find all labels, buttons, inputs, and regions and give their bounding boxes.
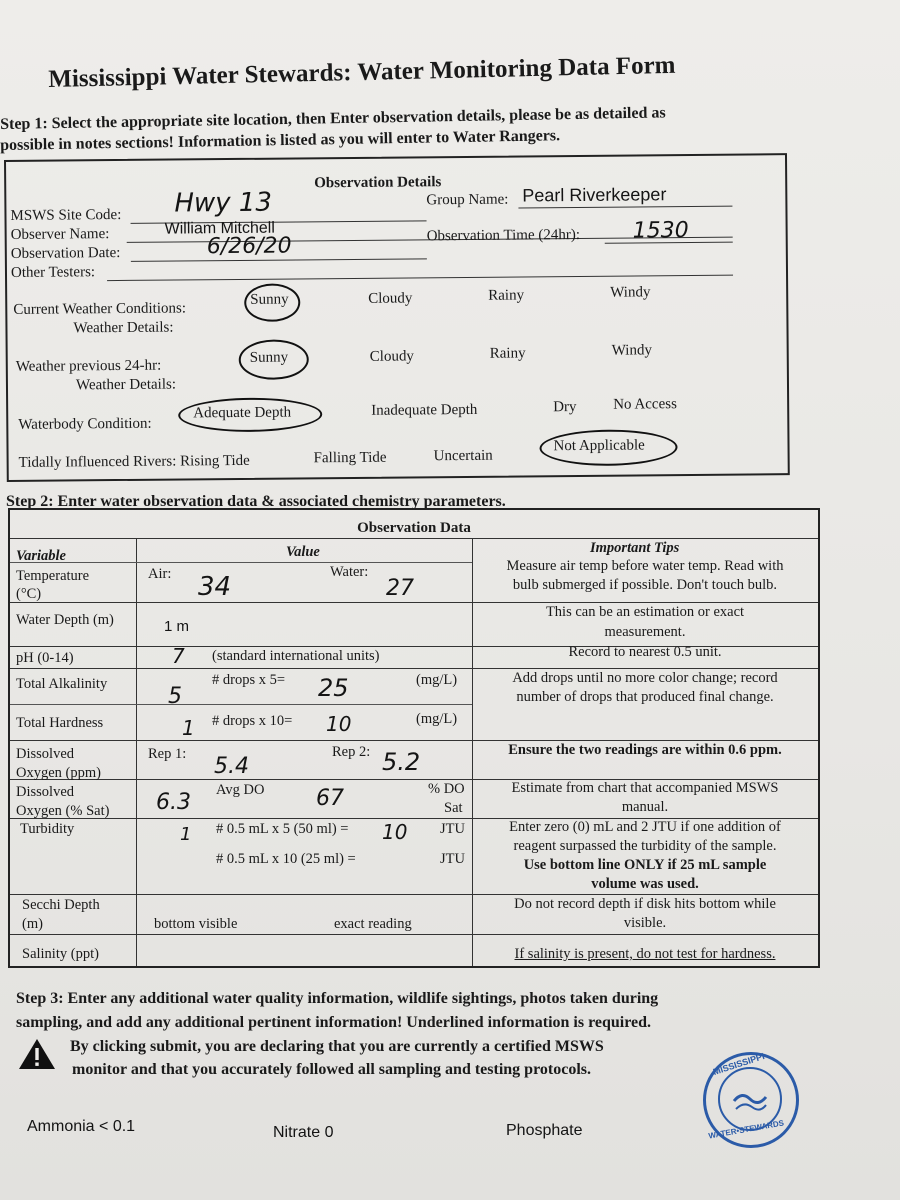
previous-weather-sunny[interactable]: Sunny	[249, 349, 289, 366]
water-depth-label: Water Depth (m)	[16, 612, 114, 628]
step2-heading: Step 2: Enter water observation data & associated chemistry parameters.	[6, 493, 506, 510]
previous-weather-label: Weather previous 24-hr:	[15, 357, 162, 375]
alkalinity-units: (mg/L)	[416, 672, 458, 688]
do-tip: Ensure the two readings are within 0.6 ppm.	[508, 742, 782, 758]
turbidity-drops[interactable]: 1	[180, 824, 192, 845]
observer-label: Observer Name:	[10, 226, 110, 243]
current-weather-cloudy[interactable]: Cloudy	[368, 290, 413, 307]
turbidity-tip-2: reagent surpassed the turbidity of the sample.	[513, 838, 777, 854]
current-weather-details-label: Weather Details:	[73, 319, 174, 337]
turbidity-tip-1: Enter zero (0) mL and 2 JTU if one addition of	[509, 819, 781, 835]
do-label-2: Oxygen (ppm)	[16, 765, 101, 781]
tidal-label: Tidally Influenced Rivers: Rising Tide	[18, 452, 250, 471]
alkalinity-tip-1: Add drops until no more color change; record	[512, 670, 778, 686]
observation-details-box	[4, 153, 790, 482]
secchi-tip-1: Do not record depth if disk hits bottom while	[514, 896, 776, 912]
msws-seal-logo	[703, 1052, 799, 1148]
col-value: Value	[286, 544, 320, 560]
turbidity-jtu-1: JTU	[440, 821, 465, 837]
step3-line1: Step 3: Enter any additional water quality information, wildlife sightings, photos taken during	[16, 990, 659, 1007]
salinity-label: Salinity (ppt)	[22, 946, 99, 962]
site-code-label: MSWS Site Code:	[10, 206, 122, 224]
current-weather-label: Current Weather Conditions:	[13, 300, 187, 318]
tidal-falling-tide[interactable]: Falling Tide	[313, 449, 387, 467]
site-code-value[interactable]: Hwy 13	[174, 187, 273, 219]
tidal-uncertain[interactable]: Uncertain	[433, 447, 493, 465]
current-weather-windy[interactable]: Windy	[610, 284, 651, 301]
alkalinity-value[interactable]: 25	[318, 674, 349, 702]
temperature-tip-1: Measure air temp before water temp. Read with	[506, 558, 784, 574]
dosat-tip-1: Estimate from chart that accompanied MSWS	[511, 780, 779, 796]
ph-units: (standard international units)	[212, 648, 380, 664]
avg-do-label: Avg DO	[216, 782, 265, 798]
current-weather-sunny[interactable]: Sunny	[250, 291, 289, 308]
step3-line2: sampling, and add any additional pertinent information! Underlined information is required.	[16, 1014, 652, 1031]
waterbody-dry[interactable]: Dry	[553, 399, 577, 416]
date-label: Observation Date:	[10, 244, 121, 262]
dosat-units-2: Sat	[444, 800, 463, 816]
air-label: Air:	[148, 566, 172, 582]
dosat-label-2: Oxygen (% Sat)	[16, 803, 110, 819]
alkalinity-formula: # drops x 5=	[212, 672, 286, 688]
temperature-tip-2: bulb submerged if possible. Don't touch bulb.	[512, 577, 778, 593]
alkalinity-tip-2: number of drops that produced final change.	[516, 689, 774, 705]
tidal-not-applicable[interactable]: Not Applicable	[553, 437, 645, 455]
observation-details-heading: Observation Details	[314, 174, 442, 192]
temperature-label: Temperature	[16, 568, 90, 584]
group-name-label: Group Name:	[426, 191, 509, 209]
do-label-1: Dissolved	[16, 746, 74, 762]
time-value[interactable]: 1530	[632, 218, 689, 244]
waterbody-no-access[interactable]: No Access	[613, 396, 677, 413]
secchi-label-2: (m)	[22, 916, 43, 932]
observation-data-table	[8, 508, 820, 968]
turbidity-formula-2: # 0.5 mL x 10 (25 ml) =	[216, 851, 356, 867]
turbidity-value[interactable]: 10	[382, 820, 408, 844]
seal-text-bottom: WATER•STEWARDS	[707, 1118, 785, 1141]
phosphate-label[interactable]: Phosphate	[506, 1122, 583, 1139]
previous-weather-windy[interactable]: Windy	[611, 342, 652, 359]
col-variable: Variable	[16, 548, 66, 564]
waterbody-adequate-depth[interactable]: Adequate Depth	[193, 404, 292, 422]
hardness-value[interactable]: 10	[326, 712, 352, 736]
other-testers-label: Other Testers:	[10, 264, 96, 281]
current-weather-rainy[interactable]: Rainy	[488, 287, 525, 304]
water-depth-value[interactable]: 1 m	[164, 618, 190, 635]
secchi-label-1: Secchi Depth	[22, 897, 100, 913]
water-value[interactable]: 27	[386, 576, 414, 601]
previous-weather-rainy[interactable]: Rainy	[489, 345, 526, 362]
water-depth-tip-2: measurement.	[604, 624, 686, 640]
time-label: Observation Time (24hr):	[426, 226, 581, 245]
previous-weather-details-label: Weather Details:	[75, 376, 177, 394]
water-depth-tip-1: This can be an estimation or exact	[545, 604, 745, 620]
hardness-drops[interactable]: 1	[182, 716, 195, 740]
waterbody-label: Waterbody Condition:	[18, 415, 152, 433]
hardness-label: Total Hardness	[16, 715, 104, 731]
dosat-tip-2: manual.	[621, 799, 669, 815]
temperature-unit: (°C)	[16, 586, 42, 602]
group-name-value[interactable]: Pearl Riverkeeper	[522, 184, 667, 206]
waterbody-inadequate-depth[interactable]: Inadequate Depth	[371, 401, 478, 419]
rep1-value[interactable]: 5.4	[214, 754, 249, 779]
salinity-tip: If salinity is present, do not test for hardness.	[514, 946, 776, 962]
rep2-label: Rep 2:	[332, 744, 371, 760]
turbidity-label: Turbidity	[20, 821, 75, 837]
declaration-line2: monitor and that you accurately followed all sampling and testing protocols.	[72, 1061, 591, 1078]
seal-text-top: MISSISSIPPI	[711, 1050, 766, 1078]
step1-line1: Step 1: Select the appropriate site location, then Enter observation details, please be as detailed as	[0, 104, 666, 133]
declaration-line1: By clicking submit, you are declaring that you are currently a certified MSWS	[70, 1038, 604, 1055]
observation-data-heading: Observation Data	[357, 520, 471, 536]
air-value[interactable]: 34	[198, 572, 232, 602]
turbidity-tip-3: Use bottom line ONLY if 25 mL sample	[523, 857, 767, 873]
secchi-tip-2: visible.	[623, 915, 667, 931]
turbidity-formula-1: # 0.5 mL x 5 (50 ml) =	[216, 821, 349, 837]
hardness-units: (mg/L)	[416, 711, 458, 727]
form-title: Mississippi Water Stewards: Water Monitoring Data Form	[48, 51, 676, 93]
exact-reading[interactable]: exact reading	[334, 916, 412, 932]
previous-weather-cloudy[interactable]: Cloudy	[369, 348, 414, 365]
avg-do-value[interactable]: 6.3	[156, 790, 191, 815]
ph-label: pH (0-14)	[16, 650, 74, 666]
date-value[interactable]: 6/26/20	[206, 233, 292, 260]
nitrate-value[interactable]: Nitrate 0	[273, 1124, 334, 1141]
step1-line2: possible in notes sections! Information is listed as you will enter to Water Rangers.	[0, 127, 561, 154]
rep1-label: Rep 1:	[148, 746, 187, 762]
alkalinity-drops[interactable]: 5	[168, 684, 182, 709]
water-label: Water:	[330, 564, 369, 580]
ph-value[interactable]: 7	[172, 644, 185, 668]
turbidity-jtu-2: JTU	[440, 851, 465, 867]
ammonia-value[interactable]: Ammonia < 0.1	[27, 1118, 136, 1135]
dosat-units-1: % DO	[428, 781, 465, 797]
ph-tip: Record to nearest 0.5 unit.	[568, 644, 722, 660]
warning-icon	[17, 1037, 57, 1076]
rep2-value[interactable]: 5.2	[382, 748, 421, 776]
dosat-value[interactable]: 67	[316, 786, 344, 811]
hardness-formula: # drops x 10=	[212, 713, 293, 729]
alkalinity-label: Total Alkalinity	[16, 676, 108, 692]
bottom-visible[interactable]: bottom visible	[154, 916, 238, 932]
dosat-label-1: Dissolved	[16, 784, 74, 800]
turbidity-tip-4: volume was used.	[591, 876, 699, 892]
observer-value[interactable]: William Mitchell	[164, 219, 275, 238]
col-tips: Important Tips	[590, 540, 680, 556]
